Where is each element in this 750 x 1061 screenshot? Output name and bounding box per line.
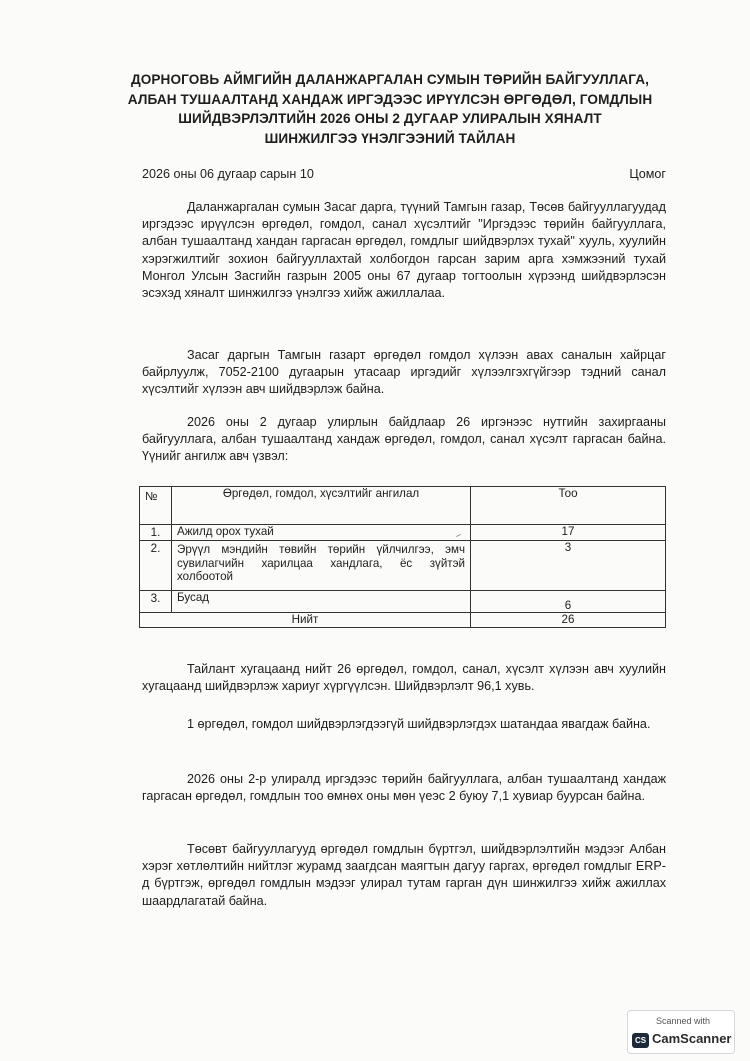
row-count: 17 (471, 525, 666, 541)
report-date: 2026 оны 06 дугаар сарын 10 (142, 167, 314, 181)
total-label: Нийт (140, 613, 471, 628)
row-category: Ажилд орох тухай (172, 525, 471, 541)
table-row (140, 591, 666, 613)
watermark-caption: Scanned with (656, 1016, 711, 1026)
header-category: Өргөдөл, гомдол, хүсэлтийг ангилал (172, 487, 471, 525)
table-total-row (140, 613, 666, 628)
row-number: 2. (140, 541, 172, 591)
row-number: 3. (140, 591, 172, 613)
report-title (120, 70, 660, 148)
title-line: ШИНЖИЛГЭЭ ҮНЭЛГЭЭНИЙ ТАЙЛАН (264, 130, 516, 146)
camscanner-watermark (627, 1010, 735, 1054)
row-category: Бусад (172, 591, 471, 613)
paragraph-pending: 1 өргөдөл, гомдол шийдвэрлэгдээгүй шийдвэрлэгдэх шатандаа явагдаж байна. (187, 717, 651, 731)
title-line: ДОРНОГОВЬ АЙМГИЙН ДАЛАНЖАРГАЛАН СУМЫН ТӨРИЙН БАЙГУУЛЛАГА, (130, 72, 650, 87)
paragraph-comparison: 2026 оны 2-р улиралд иргэдээс төрийн байгууллага, албан тушаалтанд хандаж гаргасан өргөдөл, гомдлын тоо өмнөх оны мөн үеэс 2 буюу 7,1 хувиар буурсан байна. (142, 772, 666, 804)
camscanner-logo-icon: CS (632, 1033, 649, 1048)
watermark-brand: CamScanner (652, 1031, 732, 1046)
paragraph-suggestion-box: Засаг даргын Тамгын газарт өргөдөл гомдол хүлээн авах саналын хайрцаг байрлуулж, 7052-2100 дугаарын утасаар иргэдийг хүлээлгэхгүйгээр тэдний санал хүсэлтийг хүлээн авч шийдвэрлэж байна. (142, 348, 666, 397)
paragraph-recommendation: Төсөвт байгууллагууд өргөдөл гомдлын бүртгэл, шийдвэрлэлтийн мэдээг Албан хэрэг хөтлөлтийн нийтлэг журамд заагдсан маягтын дагуу гаргах, өргөдөл гомдлыг ERP-д бүртгэж, өргөдөл гомдлын мэдээг улирал тутам гарган дүн шинжилгээ хийж ажиллах шаардлагатай байна. (142, 842, 666, 908)
row-category: Эрүүл мэндийн төвийн төрийн үйлчилгээ, эмч сувилагчийн харилцаа хандлага, ёс зүйтэй холбоотой (172, 541, 471, 591)
title-line: ШИЙДВЭРЛЭЛТИЙН 2026 ОНЫ 2 ДУГААР УЛИРАЛЫН ХЯНАЛТ (178, 111, 602, 126)
paragraph-quarter-summary: 2026 оны 2 дугаар улирлын байдлаар 26 иргэнээс нутгийн захиргааны байгууллага, албан тушаалтанд хандаж өргөдөл, гомдол, санал хүсэлт гаргасан байна. Үүнийг ангилж авч үзвэл: (142, 415, 666, 464)
table-row (140, 525, 666, 541)
title-line: АЛБАН ТУШААЛТАНД ХАНДАЖ ИРГЭДЭЭС ИРҮҮЛСЭН ӨРГӨДӨЛ, ГОМДЛЫН (127, 91, 653, 107)
row-count: 3 (471, 541, 666, 591)
header-number: № (140, 487, 172, 525)
row-number: 1. (140, 525, 172, 541)
table-row (140, 541, 666, 591)
complaints-table (139, 486, 666, 628)
paragraph-resolution: Тайлант хугацаанд нийт 26 өргөдөл, гомдол, санал, хүсэлт хүлээн авч хуулийн хугацаанд шийдвэрлэж хариуг хүргүүлсэн. Шийдвэрлэлт 96,1 хувь. (142, 662, 666, 694)
row-count: 6 (471, 591, 666, 613)
header-count: Тоо (471, 487, 666, 525)
table-header-row (140, 487, 666, 525)
paragraph-intro: Даланжаргалан сумын Засаг дарга, түүний Тамгын газар, Төсөв байгууллагуудад иргэдээс ирүүлсэн өргөдөл, гомдол, санал хүсэлтийг "Иргэдээс төрийн байгууллага, албан тушаалтанд хандан гаргасан өргөдөл, гомдлыг шийдвэрлэх тухай" хууль, хуулийн хэрэгжилтийг зохион байгууллахтай холбогдон гарсан зарим арга хэмжээний тухай Монгол Улсын Засгийн газрын 2005 оны 67 дугаар тогтоолын хүрээнд шийдвэрлэсэн эсэхэд хяналт шинжилгээ үнэлгээ хийж ажиллалаа. (142, 200, 666, 301)
report-place: Цомог (629, 167, 666, 181)
total-count: 26 (471, 613, 666, 628)
